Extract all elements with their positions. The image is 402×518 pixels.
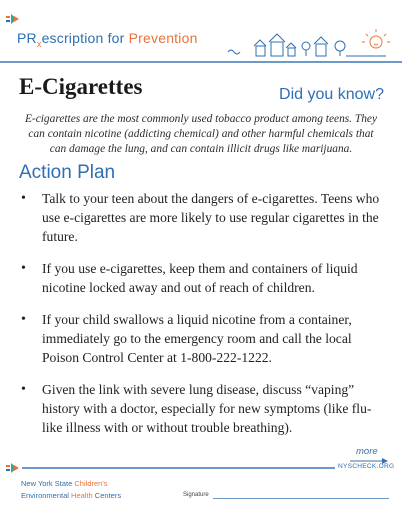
more-link[interactable]: more xyxy=(356,446,378,457)
brand-for: for xyxy=(107,30,125,46)
action-text: Talk to your teen about the dangers of e-cigarettes. Teens who use e-cigarettes are more likely to use regular cigarettes in the future. xyxy=(42,191,380,244)
brand-logo-icon xyxy=(6,12,20,26)
bullet-icon: • xyxy=(21,261,26,276)
bullet-icon: • xyxy=(21,312,26,327)
action-text: If your child swallows a liquid nicotine from a container, immediately go to the emergency room and call the local Poison Control Center at 1-800-222-1222. xyxy=(42,312,352,365)
org-line2-a: Environmental xyxy=(21,491,72,500)
brand-x: x xyxy=(36,38,42,49)
org-line1-a: New York State xyxy=(21,479,75,488)
org-line1-b: Children's xyxy=(74,479,108,488)
brand-rest: escription xyxy=(41,30,104,46)
org-name-line2 xyxy=(21,491,121,500)
footer-logo-icon xyxy=(6,461,20,475)
townscape-illustration-icon xyxy=(226,28,402,62)
did-you-know-heading: Did you know? xyxy=(279,86,384,103)
brand-pr: PR xyxy=(17,30,37,46)
action-list xyxy=(0,189,402,450)
signature-line[interactable] xyxy=(213,498,389,499)
org-line2-b: Health xyxy=(71,491,93,500)
page-header xyxy=(0,0,402,66)
signature-label: Signature xyxy=(183,492,209,498)
brand-prevention: Prevention xyxy=(128,30,198,46)
list-item xyxy=(0,310,402,367)
list-item xyxy=(0,189,402,246)
intro-paragraph: E-cigarettes are the most commonly used tobacco product among teens. They can contain nicotine (addicting chemical) and other harmful chemicals that can damage the lung, and can contain illicit drugs like marijuana. xyxy=(24,113,378,155)
list-item xyxy=(0,259,402,297)
footer-divider xyxy=(22,467,335,469)
header-divider xyxy=(0,61,402,63)
bullet-icon: • xyxy=(21,191,26,206)
brand-name xyxy=(17,30,198,49)
org-name-line1 xyxy=(21,479,108,488)
org-line2-c: Centers xyxy=(92,491,122,500)
list-item xyxy=(0,380,402,437)
bullet-icon: • xyxy=(21,382,26,397)
website-link[interactable]: NYSCHECK.ORG xyxy=(338,463,395,470)
action-plan-heading: Action Plan xyxy=(19,162,116,183)
page-title: E-Cigarettes xyxy=(19,74,143,99)
action-text: Given the link with severe lung disease, discuss “vaping” history with a doctor, especially for new symptoms (like flu-like illness with or without trouble breathing). xyxy=(42,382,372,435)
action-text: If you use e-cigarettes, keep them and containers of liquid nicotine locked away and out of reach of children. xyxy=(42,261,358,295)
